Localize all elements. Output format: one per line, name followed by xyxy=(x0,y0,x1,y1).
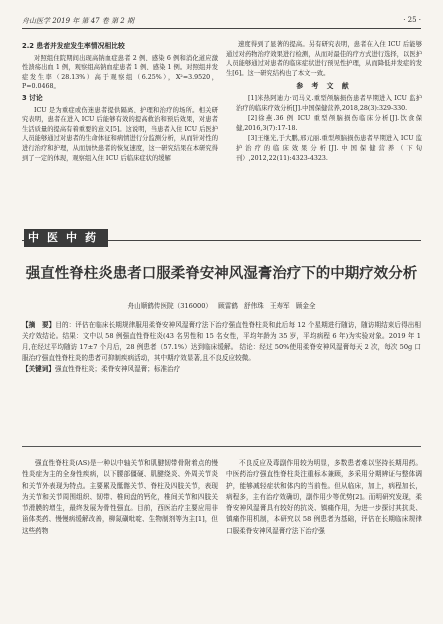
author-line: 舟山顺鹤传医院（316000） 顾雷鹤 舒伟珠 王寿军 顾金全 xyxy=(127,302,316,310)
keywords-text: 强直性脊柱炎；柔脊安神风湿膏；标准治疗 xyxy=(54,365,181,373)
journal-info: 舟山医学 2019 年 第 47 卷 第 2 期 xyxy=(22,17,134,25)
paragraph: 强直性脊柱炎(AS)是一种以中轴关节和肌腱韧带骨附着点的慢性炎症为主的全身性疾病，以下腰部僵硬、肌腱绕炎、外周关节炎和关节外表现为特点。主要累及骶髂关节、脊柱及四肢关节，表现为关节和关节周围组织、韧带、椎间盘的钙化，椎间关节和四肢关节滑膜的增生，最终发展为骨性强直。目前，西医治疗主要应用非甾体类药、慢慢病缓解改善，柳氮磺吡啶、生物制剂等为主[1]，但这些药物 xyxy=(22,459,218,535)
abstract-block xyxy=(22,320,421,375)
abstract-divider xyxy=(22,446,421,447)
reference-item: [3]王继光,于大鹏,邢元丽.重型颅脑损伤患者早期进入 ICU 监护治疗的临床效果分析[J].中国保健营养（下旬刊）,2012,22(11):4323-4323. xyxy=(236,135,422,162)
body-right-column xyxy=(226,458,422,537)
column-band xyxy=(0,227,443,249)
top-left-column xyxy=(22,40,218,164)
section-heading: 2.2 患者并发症发生率情况相比较 xyxy=(22,42,125,50)
paragraph: ICU 是为重症或伤迷患者提供隔离、护理和治疗的场所。相关研究表明，患者在进入 ICU 后能够有效的提高救治和预后效果，对患者生活质量的提高有着重要的意义[5]。这说明，当患者入住 ICU 后医护人员能够通过对患者的生命体征和病情进行分监测分析，从而针对性的进行治疗和护理，从而加快患者的恢复速度，这一研究结果在本研究得到了一定的体现，观察组入住 ICU 后临床症状的缓解 xyxy=(22,106,218,162)
top-right-column xyxy=(226,40,422,164)
reference-item: [2]徐燕.36 例 ICU 重型颅脑损伤临床分析[J].饮食保健,2016,3(7):17-18. xyxy=(236,115,422,132)
keywords-label: 【关键词】 xyxy=(22,365,55,373)
body-left-column xyxy=(22,458,218,537)
paragraph: 速度得到了显著的提高。另有研究表明，患者在入住 ICU 后能够通过对药物治疗效果进行检测，从而对最佳的疗方式进行选择，以医护人员能够通过对患者的临床症状进行预见性护理，从而降低并发症的发生[6]。这一研究结构也了本文一致。 xyxy=(226,41,422,77)
paragraph: 对照组住院期间出现高钠血症患者 2 例、感染 6 例和消化道应激性溃疡出血 1 例，观察组高钠血症患者 1 例、感染 1 例。对照组并发症发生率（28.13%）高于观察组（6.25%），X²=3.9520，P=0.0468。 xyxy=(22,54,218,91)
references-heading: 参 考 文 献 xyxy=(296,82,352,91)
abstract-label: 【摘 要】 xyxy=(22,321,56,329)
running-header xyxy=(22,14,421,29)
page-number: · 25 · xyxy=(403,16,421,24)
article-title: 强直性脊柱炎患者口服柔脊安神风湿膏治疗下的中期疗效分析 xyxy=(25,266,418,282)
abstract-text: 目的：评估在临床长期规律服用柔脊安神风湿膏疗法下治疗强直性脊柱炎和此后每 12 个星期进行随访，随访期结束后得出相关疗效结论。结果：文中以 58 例强直性脊柱炎(43 名男性和 15 名女性，平均年龄为 35 岁，平均病程 6 年)为实验对象。2019 年 1 月,在经过平均随访 17±7 个月后，28 例患者（57.1%）达到临床缓解。 结论：经过 50%使用柔脊安神风湿膏每天 2 次，每次 50g 口服治疗强直性脊柱炎的患者可抑制疾病活动，其中期疗效显著,且不良反应较微。 xyxy=(22,321,421,362)
section-heading: 3 讨论 xyxy=(22,93,43,102)
reference-item: [1]米热阿迪力·司马义.重型颅脑损伤患者早期进入 ICU 监护治疗的临床疗效分析[J].中国保健营养,2018,28(3):329-330. xyxy=(236,94,422,112)
column-tag: 中医中药 xyxy=(24,229,108,247)
paragraph: 不良反应及毒副作用较为明显，多数患者难以坚持长期用药。中医药治疗强直性脊柱炎注重标本兼顾，多采用分期辨证与整体调护，能够减轻症状和体内的当前性。但从临床，加上，病程加长，病程多，主有治疗效确切，副作用少等优势[2]。而明研究发现，柔脊安神风湿膏具有较好的抗炎、镇痛作用，为进一步探讨其抗炎、镇痛作用机制，本研究以 58 例患者为基础，评估在长期临床规律口服柔脊安神风湿膏疗法下治疗强 xyxy=(226,459,422,535)
